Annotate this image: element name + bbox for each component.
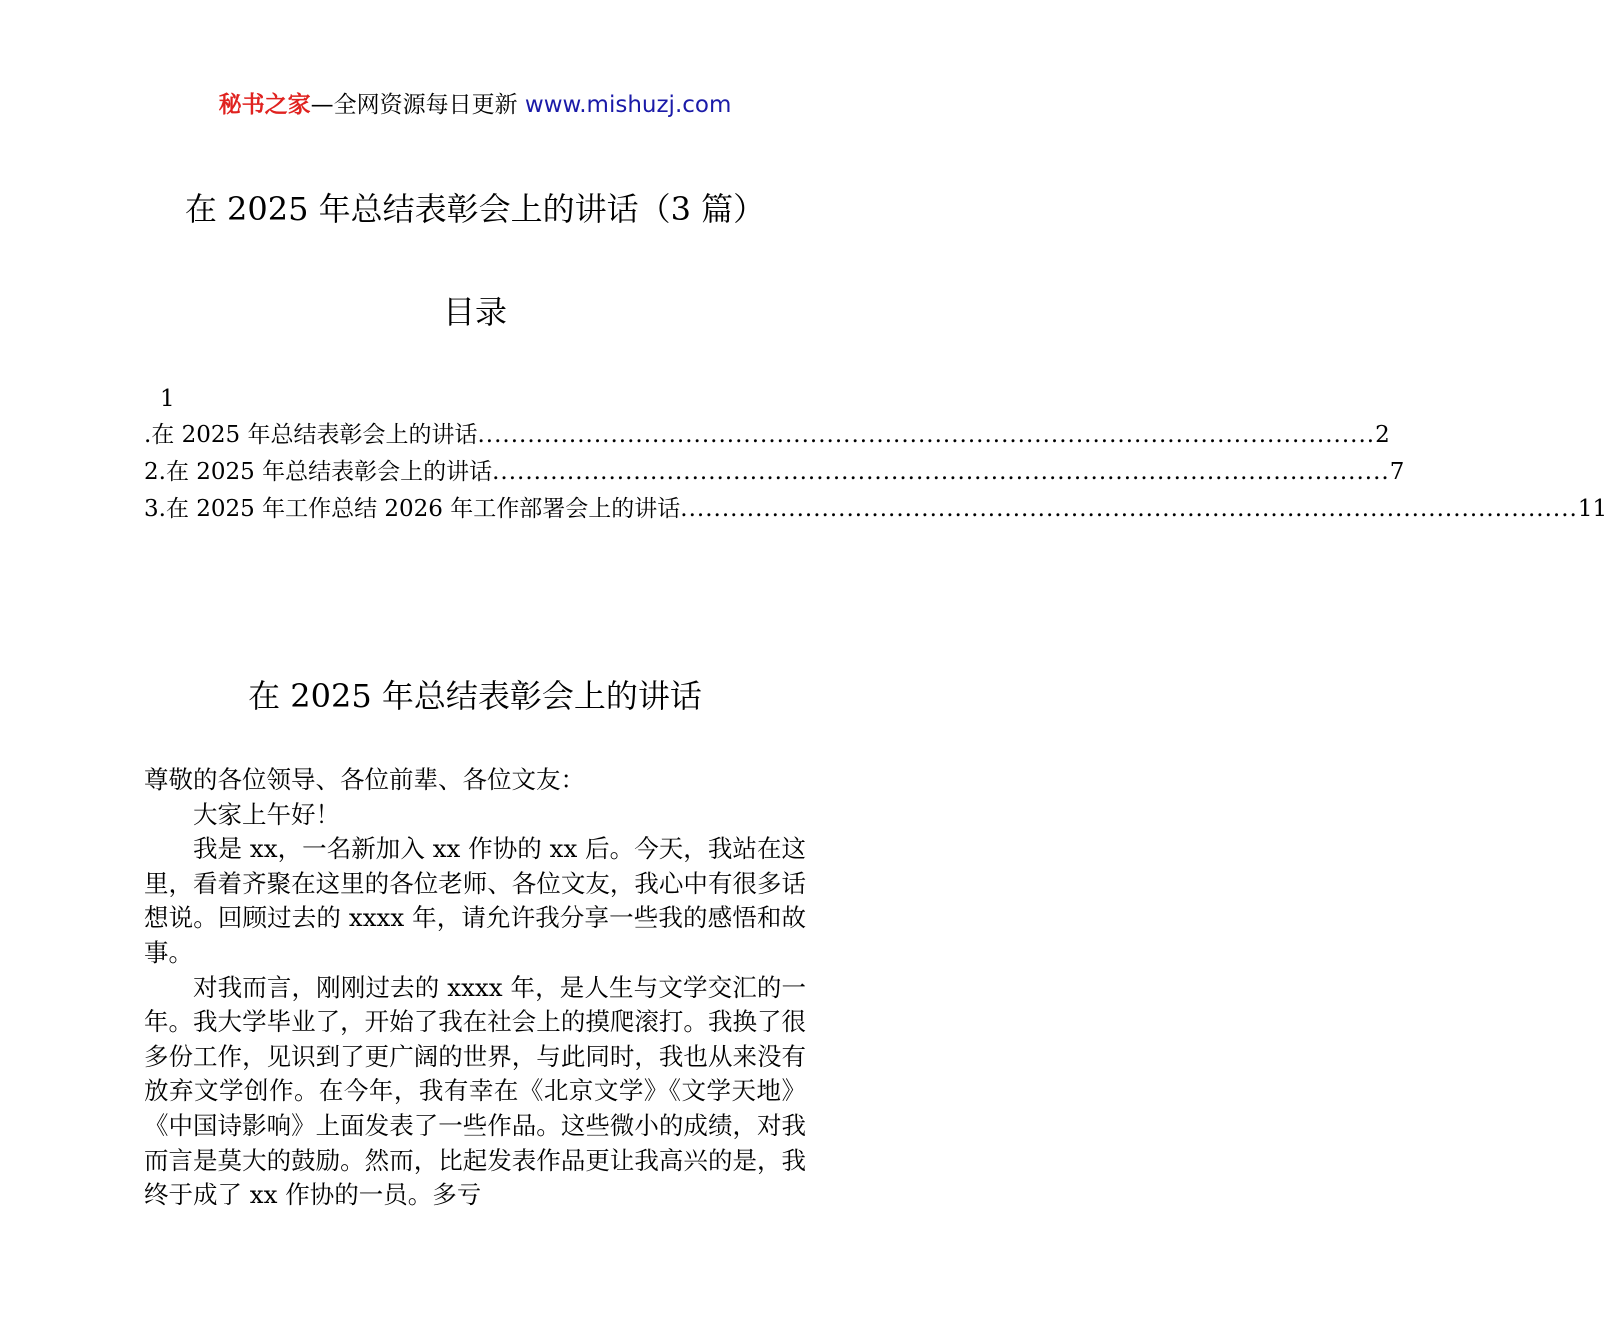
header-tagline: —全网资源每日更新 [310, 92, 525, 118]
toc-first-number: 1 [160, 386, 175, 412]
paragraph: 我是 xx，一名新加入 xx 作协的 xx 后。今天，我站在这里，看着齐聚在这里的各位老师、各位文友，我心中有很多话想说。回顾过去的 xxxx 年，请允许我分享一些我的感悟和故事。 [144, 834, 806, 967]
salutation: 尊敬的各位领导、各位前辈、各位文友： [144, 765, 585, 794]
toc-leader-dots: ............................................................................................................ [477, 422, 1376, 448]
paragraph: 对我而言，刚刚过去的 xxxx 年，是人生与文学交汇的一年。我大学毕业了，开始了我在社会上的摸爬滚打。我换了很多份工作，见识到了更广阔的世界，与此同时，我也从来没有放弃文学创作。在今年，我有幸在《北京文学》《文学天地》《中国诗影响》上面发表了一些作品。这些微小的成绩，对我而言是莫大的鼓励。然而，比起发表作品更让我高兴的是，我终于成了 xx 作协的一员。多亏 [144, 972, 806, 1210]
paragraph: 大家上午好！ [193, 799, 340, 829]
section-title: 在 2025 年总结表彰会上的讲话 [248, 677, 702, 715]
toc-entry-page: 7 [1389, 459, 1405, 485]
toc-entry-1[interactable] [144, 418, 1390, 455]
toc-entry-page: 11 [1577, 496, 1607, 522]
document-title: 在 2025 年总结表彰会上的讲话（3 篇） [184, 190, 766, 228]
toc-leader-dots: ............................................................................................................ [492, 459, 1390, 485]
toc-leader-dots: ............................................................................................................ [680, 496, 1578, 522]
site-header [0, 88, 950, 122]
table-of-contents [144, 418, 1607, 529]
toc-entry-title: 2.在 2025 年总结表彰会上的讲话 [144, 459, 493, 485]
toc-entry-title: .在 2025 年总结表彰会上的讲话 [144, 422, 478, 448]
toc-entry-page: 2 [1375, 422, 1390, 448]
speech-body [144, 763, 806, 1213]
toc-entry-3[interactable] [144, 492, 1607, 529]
toc-entry-2[interactable] [144, 455, 1405, 492]
toc-entry-title: 3.在 2025 年工作总结 2026 年工作部署会上的讲话 [144, 496, 681, 522]
site-url-link[interactable]: www.mishuzj.com [524, 92, 732, 118]
toc-heading: 目录 [442, 293, 507, 331]
brand-name: 秘书之家 [218, 92, 311, 118]
